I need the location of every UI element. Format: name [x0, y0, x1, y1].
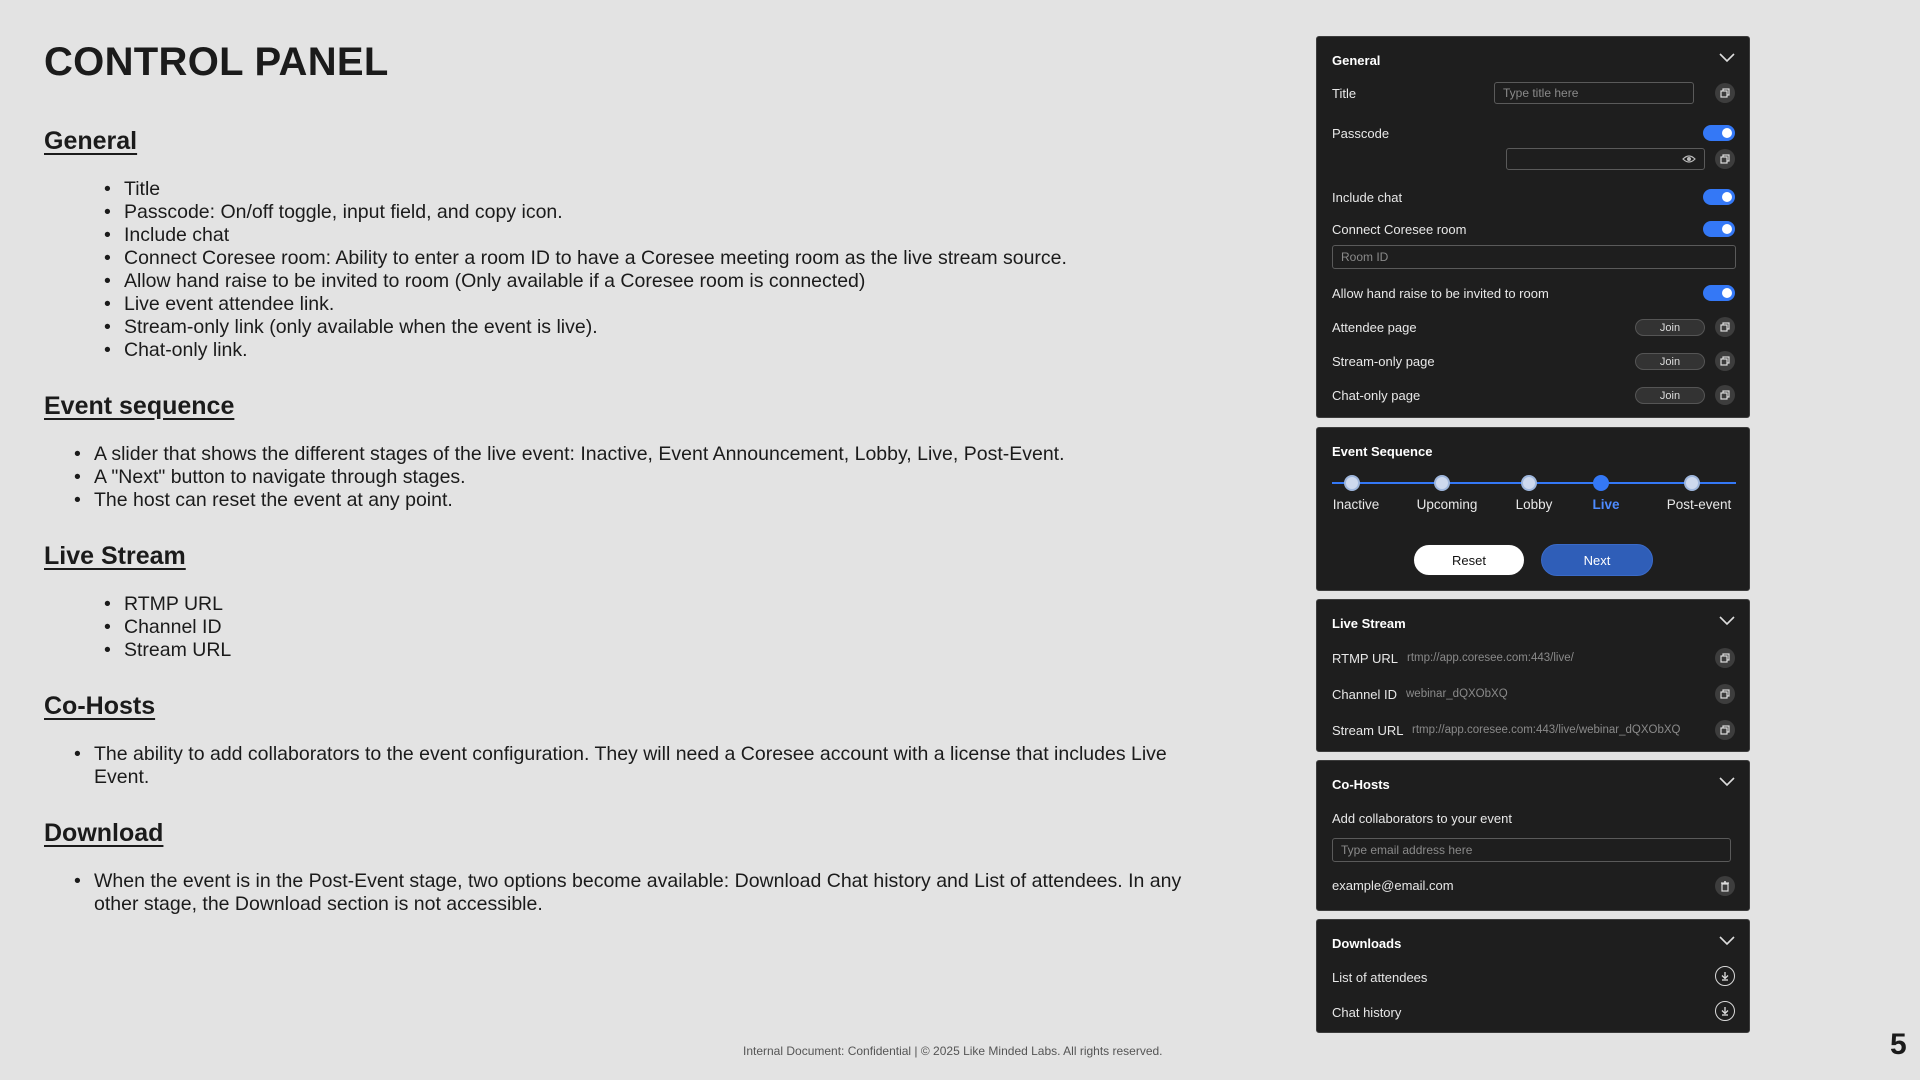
copy-icon[interactable] [1715, 648, 1735, 668]
list-item: • Connect Coresee room: Ability to enter a room ID to have a Coresee meeting room as the live stream source. [104, 247, 1194, 270]
stream-url-value: rtmp://app.coresee.com:443/live/webinar_dQXObXQ [1412, 724, 1681, 736]
section-heading-co-hosts: Co-Hosts [44, 692, 156, 720]
download-icon[interactable] [1715, 966, 1735, 986]
list-item: • The ability to add collaborators to the event configuration. They will need a Coresee account with a license that includes Live Event. [74, 743, 1224, 789]
section-heading-live-stream: Live Stream [44, 542, 186, 570]
stream-only-page-label: Stream-only page [1332, 354, 1435, 369]
connect-room-toggle[interactable] [1703, 221, 1735, 237]
list-item: • When the event is in the Post-Event stage, two options become available: Download Chat history and List of attendees. In any other stage, the Download section is not accessible. [74, 870, 1194, 916]
title-label: Title [1332, 86, 1357, 101]
footer-text: Internal Document: Confidential | © 2025 Like Minded Labs. All rights reserved. [743, 1044, 1163, 1058]
copy-icon[interactable] [1715, 317, 1735, 337]
list-of-attendees-label: List of attendees [1332, 970, 1428, 985]
list-item: • Channel ID [104, 616, 1194, 639]
general-panel [1316, 36, 1750, 418]
chevron-down-icon[interactable] [1719, 777, 1735, 787]
stage-label-inactive: Inactive [1332, 497, 1380, 512]
chat-history-label: Chat history [1332, 1005, 1402, 1020]
live-stream-list [104, 593, 1194, 662]
co-hosts-header: Co-Hosts [1332, 777, 1390, 792]
title-input[interactable]: Type title here [1494, 82, 1694, 104]
download-icon[interactable] [1715, 1001, 1735, 1021]
copy-icon[interactable] [1715, 83, 1735, 103]
stage-dot-post-event[interactable] [1684, 475, 1700, 491]
chevron-down-icon[interactable] [1719, 616, 1735, 626]
event-sequence-panel [1316, 427, 1750, 591]
next-button[interactable]: Next [1541, 544, 1653, 576]
hand-raise-label: Allow hand raise to be invited to room [1332, 286, 1549, 301]
event-sequence-list [74, 443, 1194, 512]
chat-only-page-label: Chat-only page [1332, 388, 1421, 403]
copy-icon[interactable] [1715, 351, 1735, 371]
collaborator-email-input[interactable]: Type email address here [1332, 838, 1731, 862]
attendee-page-label: Attendee page [1332, 320, 1417, 335]
rtmp-url-value: rtmp://app.coresee.com:443/live/ [1407, 652, 1574, 664]
copy-icon[interactable] [1715, 720, 1735, 740]
section-heading-event-sequence: Event sequence [44, 392, 235, 420]
include-chat-toggle[interactable] [1703, 189, 1735, 205]
passcode-label: Passcode [1332, 126, 1390, 141]
section-heading-general: General [44, 127, 138, 155]
chat-only-join-button[interactable]: Join [1635, 387, 1705, 404]
stage-label-live: Live [1592, 497, 1620, 512]
stage-dot-inactive[interactable] [1344, 475, 1360, 491]
list-item: • The host can reset the event at any point. [74, 489, 1194, 512]
list-item: • A "Next" button to navigate through stages. [74, 466, 1194, 489]
connect-room-label: Connect Coresee room [1332, 222, 1467, 237]
passcode-input[interactable] [1506, 148, 1705, 170]
eye-icon[interactable] [1682, 154, 1696, 164]
list-item: • Passcode: On/off toggle, input field, and copy icon. [104, 201, 1194, 224]
stage-dot-upcoming[interactable] [1434, 475, 1450, 491]
list-item: • Chat-only link. [104, 339, 1194, 362]
general-panel-header: General [1332, 53, 1381, 68]
copy-icon[interactable] [1715, 684, 1735, 704]
attendee-join-button[interactable]: Join [1635, 319, 1705, 336]
page-title: CONTROL PANEL [44, 40, 389, 84]
stage-dot-live[interactable] [1593, 475, 1609, 491]
download-list [74, 870, 1194, 916]
hand-raise-toggle[interactable] [1703, 285, 1735, 301]
reset-button[interactable]: Reset [1413, 544, 1525, 576]
page-number: 5 [1890, 1028, 1907, 1061]
collaborator-email: example@email.com [1332, 878, 1454, 893]
list-item: • Allow hand raise to be invited to room (Only available if a Coresee room is connected) [104, 270, 1194, 293]
stage-label-lobby: Lobby [1515, 497, 1553, 512]
include-chat-label: Include chat [1332, 190, 1403, 205]
stream-url-label: Stream URL [1332, 723, 1404, 738]
live-stream-panel [1316, 599, 1750, 752]
stage-dot-lobby[interactable] [1521, 475, 1537, 491]
general-list [104, 178, 1194, 362]
section-heading-download: Download [44, 819, 164, 847]
downloads-panel [1316, 919, 1750, 1033]
list-item: • RTMP URL [104, 593, 1194, 616]
copy-icon[interactable] [1715, 149, 1735, 169]
stream-only-join-button[interactable]: Join [1635, 353, 1705, 370]
document [44, 40, 1194, 946]
room-id-input[interactable]: Room ID [1332, 245, 1736, 269]
list-item: • Include chat [104, 224, 1194, 247]
live-stream-header: Live Stream [1332, 616, 1406, 631]
channel-id-value: webinar_dQXObXQ [1406, 688, 1508, 700]
copy-icon[interactable] [1715, 385, 1735, 405]
chevron-down-icon[interactable] [1719, 936, 1735, 946]
co-hosts-list [74, 743, 1224, 789]
event-sequence-header: Event Sequence [1332, 444, 1433, 459]
stage-label-post-event: Post-event [1666, 497, 1732, 512]
co-hosts-panel [1316, 760, 1750, 911]
stage-label-upcoming: Upcoming [1416, 497, 1478, 512]
chevron-down-icon[interactable] [1719, 53, 1735, 63]
rtmp-url-label: RTMP URL [1332, 651, 1398, 666]
channel-id-label: Channel ID [1332, 687, 1398, 702]
list-item: • Title [104, 178, 1194, 201]
trash-icon[interactable] [1715, 876, 1735, 896]
passcode-toggle[interactable] [1703, 125, 1735, 141]
list-item: • Stream URL [104, 639, 1194, 662]
list-item: • Live event attendee link. [104, 293, 1194, 316]
downloads-header: Downloads [1332, 936, 1402, 951]
list-item: • A slider that shows the different stages of the live event: Inactive, Event Announcement, Lobby, Live, Post-Event. [74, 443, 1194, 466]
list-item: • Stream-only link (only available when the event is live). [104, 316, 1194, 339]
co-hosts-subtitle: Add collaborators to your event [1332, 811, 1512, 826]
